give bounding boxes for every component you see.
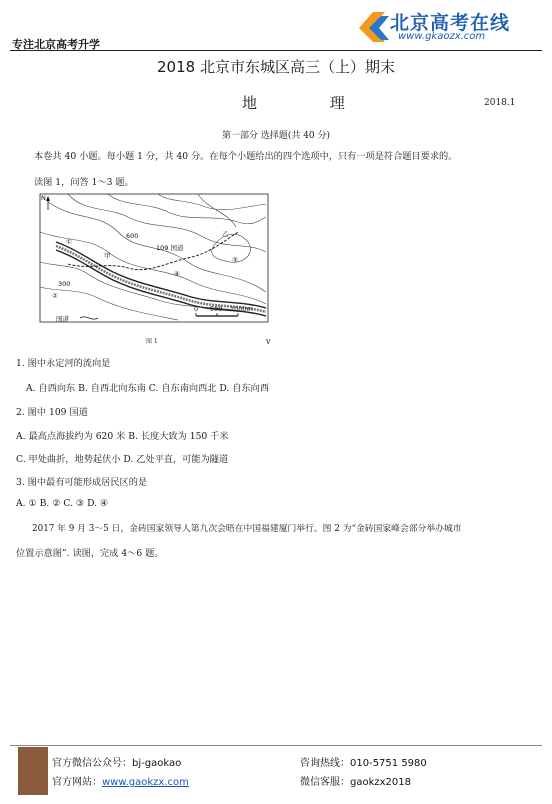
map-label-109: 109 国道 [156, 244, 184, 252]
map-scale-0: 0 [194, 305, 199, 313]
exam-date: 2018.1 [484, 98, 516, 108]
footer-wechat-public: 官方微信公众号：bj-gaokao [52, 758, 182, 769]
question-2-options-line2: C. 甲处曲折，地势起伏小 D. 乙处平直，可能为隧道 [16, 454, 229, 465]
map-label-c1: ① [66, 238, 72, 246]
passage-line-2: 位置示意图”. 读图，完成 4～6 题。 [16, 548, 164, 559]
read-prompt: 读图 1，问答 1～3 题。 [34, 177, 134, 188]
question-1-stem: 1. 图中永定河的流向是 [16, 358, 111, 369]
question-2-stem: 2. 图中 109 国道 [16, 407, 88, 418]
section-title: 第一部分 选择题(共 40 分) [221, 131, 331, 141]
header-tagline: 专注北京高考升学 [12, 38, 100, 51]
question-3-stem: 3. 图中最有可能形成居民区的是 [16, 477, 148, 488]
exam-subject: 地 理 [242, 94, 379, 112]
contour-map-figure [38, 192, 270, 328]
map-label-600: 600 [126, 232, 139, 240]
map-scale-1000: 1000m [230, 305, 253, 313]
map-scale-500: 500 [210, 305, 223, 313]
map-label-c3: ③ [232, 256, 238, 264]
map-label-300: 300 [58, 280, 71, 288]
map-north-label: N [41, 194, 46, 202]
instructions: 本卷共 40 小题。每小题 1 分，共 40 分。在每个小题给出的四个选项中，只有一项是符合题目要求的。 [34, 151, 458, 162]
question-1-options: A. 自西向东 B. 自西北向东南 C. 自东南向西北 D. 自东向西 [26, 383, 270, 394]
logo-title: 北京高考在线 [390, 12, 511, 34]
footer-wechat-service: 微信客服：gaokzx2018 [300, 777, 412, 788]
footer-website [52, 773, 189, 788]
footer-website-label: 官方网站： [52, 777, 102, 788]
passage-line-1: 2017 年 9 月 3～5 日，金砖国家领导人第九次会晤在中国福建厦门举行。图 2 为“金砖国家峰会部分举办城市 [32, 524, 462, 534]
map-label-c4: ④ [174, 270, 180, 278]
figure-caption: 图 1 [146, 338, 158, 345]
footer-website-link[interactable]: www.gaokzx.com [102, 777, 189, 788]
stray-mark: v [266, 337, 271, 346]
map-label-jia: 甲 [104, 252, 111, 260]
header-divider [10, 50, 542, 51]
footer-accent-block [18, 747, 48, 795]
question-2-options-line1: A. 最高点海拔约为 620 米 B. 长度大致为 150 千米 [16, 431, 229, 442]
footer-divider [10, 745, 542, 746]
map-label-c2: ② [52, 292, 58, 300]
map-label-road: 国道 [56, 315, 69, 323]
question-3-options: A. ① B. ② C. ③ D. ④ [16, 498, 109, 509]
logo-url: www.gkaozx.com [398, 31, 486, 42]
footer-hotline: 咨询热线：010-5751 5980 [300, 758, 427, 769]
exam-title: 2018 北京市东城区高三（上）期末 [157, 58, 395, 76]
map-label-yi: 乙 [222, 230, 229, 238]
